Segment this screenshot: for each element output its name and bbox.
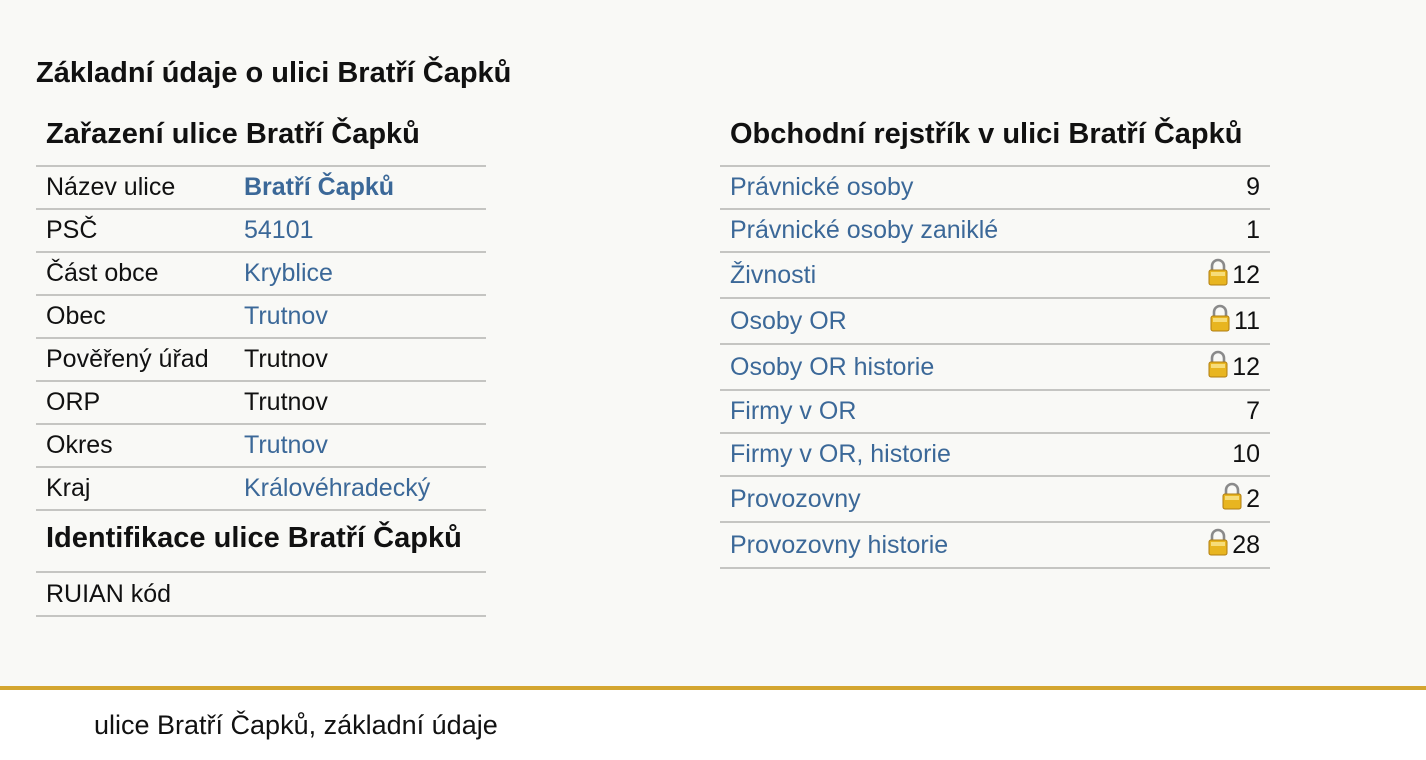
info-row-street-name [36, 167, 486, 210]
register-link-or-firms-history[interactable]: Firmy v OR, historie [730, 440, 951, 468]
register-row [720, 523, 1270, 569]
register-count [1246, 173, 1260, 202]
register-count [1209, 307, 1260, 336]
info-row-county [36, 425, 486, 468]
row-label: Pověřený úřad [46, 345, 209, 373]
register-link-or-persons-history[interactable]: Osoby OR historie [730, 352, 935, 381]
register-count [1232, 440, 1260, 469]
lock-icon[interactable] [1209, 304, 1231, 332]
footer-breadcrumb: ulice Bratří Čapků, základní údaje [94, 710, 498, 740]
count-value: 1 [1246, 216, 1260, 244]
register-link-or-firms[interactable]: Firmy v OR [730, 397, 857, 425]
register-link-trades[interactable]: Živnosti [730, 260, 817, 289]
register-row [720, 253, 1270, 299]
municipality-link[interactable]: Trutnov [244, 302, 328, 330]
lock-icon[interactable] [1207, 350, 1229, 378]
register-row [720, 299, 1270, 345]
count-value: 28 [1232, 530, 1260, 559]
row-label: Kraj [46, 474, 91, 502]
street-info-panel [36, 113, 486, 617]
street-name-link[interactable]: Bratří Čapků [244, 173, 395, 201]
district-part-link[interactable]: Kryblice [244, 259, 333, 287]
row-label: Okres [46, 431, 113, 459]
register-count [1221, 485, 1260, 514]
footer [0, 690, 1426, 760]
row-label: Část obce [46, 259, 159, 287]
row-label: ORP [46, 388, 101, 416]
count-value: 12 [1232, 352, 1260, 381]
row-label: Název ulice [46, 173, 176, 201]
register-link-establishments[interactable]: Provozovny [730, 484, 861, 513]
row-label: PSČ [46, 216, 98, 244]
register-link-legal-entities[interactable]: Právnické osoby [730, 173, 914, 201]
row-label: Obec [46, 302, 106, 330]
register-count [1207, 261, 1260, 290]
authorized-office-value: Trutnov [244, 345, 328, 373]
lock-icon[interactable] [1207, 258, 1229, 286]
identification-heading: Identifikace ulice Bratří Čapků [36, 511, 486, 573]
business-register-heading: Obchodní rejstřík v ulici Bratří Čapků [720, 113, 1270, 167]
register-row [720, 167, 1270, 210]
lock-icon[interactable] [1221, 482, 1243, 510]
lock-icon[interactable] [1207, 528, 1229, 556]
orp-value: Trutnov [244, 388, 328, 416]
count-value: 12 [1232, 260, 1260, 289]
register-link-or-persons[interactable]: Osoby OR [730, 306, 847, 335]
psc-link[interactable]: 54101 [244, 216, 314, 244]
count-value: 10 [1232, 440, 1260, 468]
row-label: RUIAN kód [46, 579, 172, 608]
info-row-psc [36, 210, 486, 253]
register-count [1246, 216, 1260, 245]
info-row-district-part [36, 253, 486, 296]
register-count [1207, 353, 1260, 382]
register-row [720, 434, 1270, 477]
info-row-authorized-office [36, 339, 486, 382]
count-value: 11 [1234, 306, 1260, 335]
register-row [720, 477, 1270, 523]
count-value: 2 [1246, 484, 1260, 513]
register-row [720, 210, 1270, 253]
register-link-defunct-legal-entities[interactable]: Právnické osoby zaniklé [730, 216, 999, 244]
count-value: 7 [1246, 397, 1260, 425]
register-count [1207, 531, 1260, 560]
count-value: 9 [1246, 173, 1260, 201]
classification-heading: Zařazení ulice Bratří Čapků [36, 113, 486, 167]
info-row-orp [36, 382, 486, 425]
info-row-municipality [36, 296, 486, 339]
business-register-panel [720, 113, 1270, 569]
info-row-ruian [36, 573, 486, 617]
register-row [720, 345, 1270, 391]
register-count [1246, 397, 1260, 426]
region-link[interactable]: Královéhradecký [244, 474, 431, 502]
county-link[interactable]: Trutnov [244, 431, 328, 459]
register-row [720, 391, 1270, 434]
info-row-region [36, 468, 486, 511]
page-title: Základní údaje o ulici Bratří Čapků [36, 57, 512, 89]
register-link-establishments-history[interactable]: Provozovny historie [730, 530, 949, 559]
